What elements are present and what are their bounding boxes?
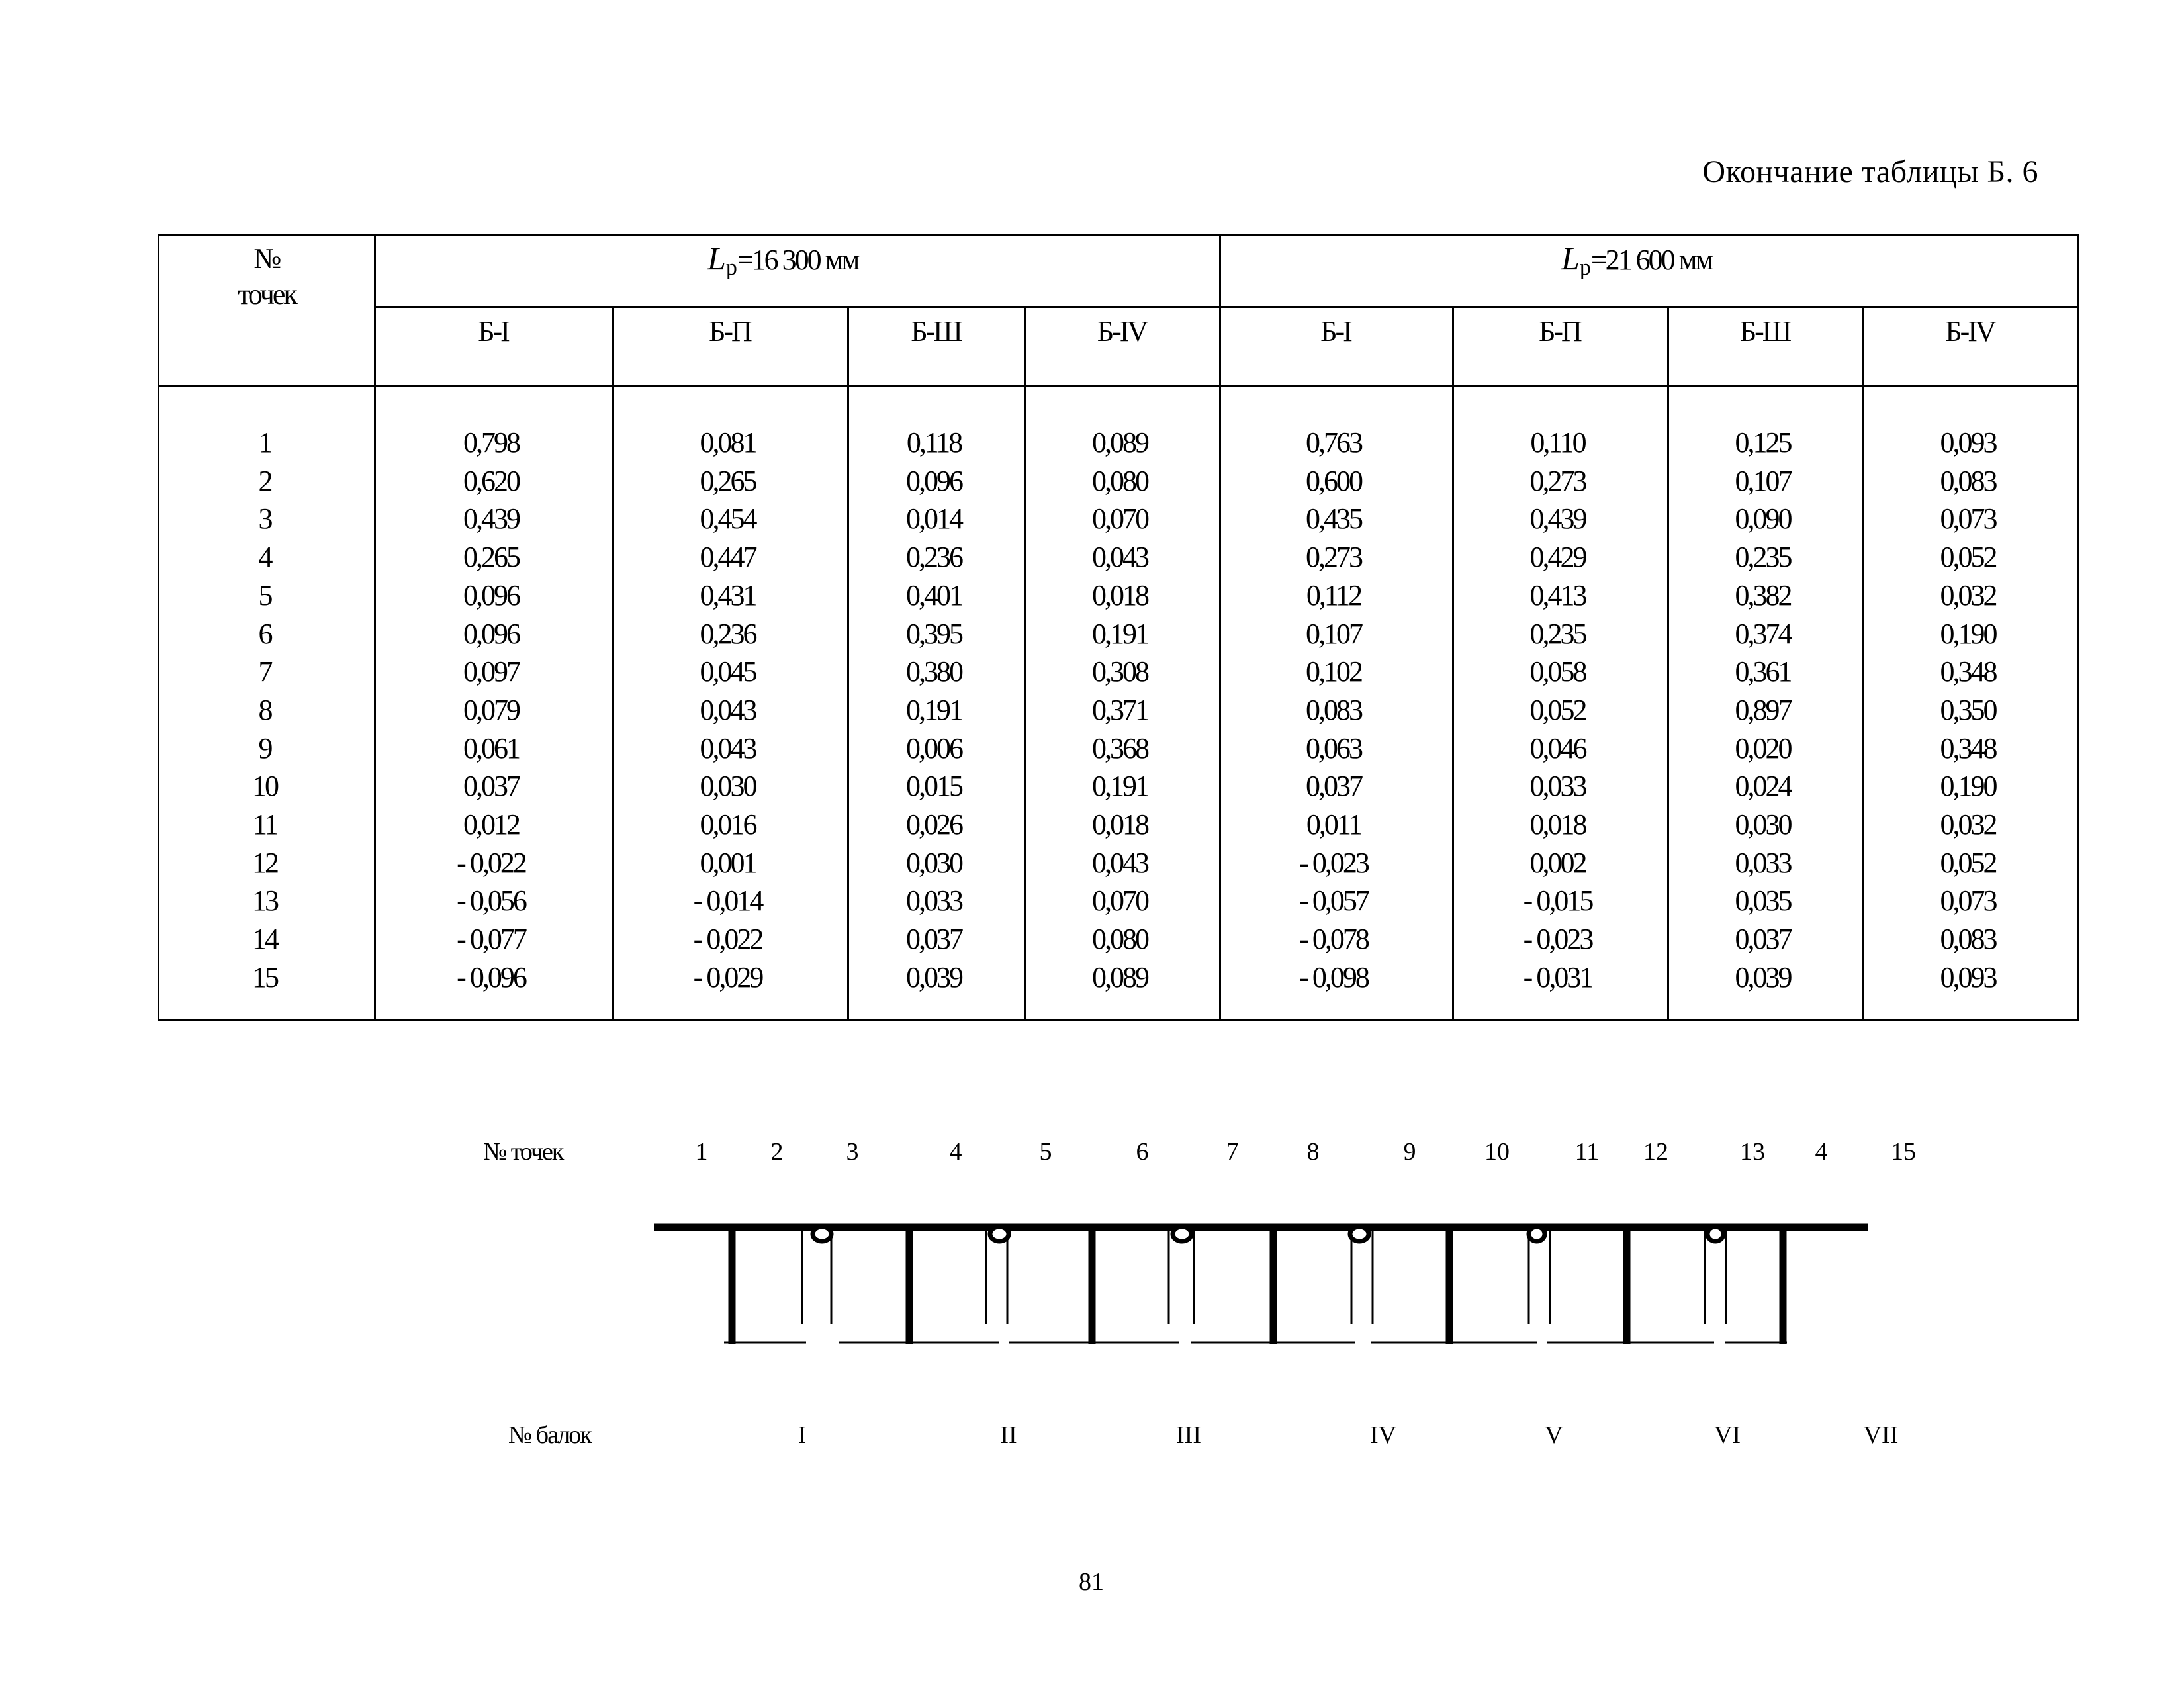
value-cell: 0,070 [1092, 884, 1148, 917]
value-cell: 0,235 [1529, 617, 1586, 650]
beam-label: V [1545, 1421, 1563, 1449]
value-cell: 0,439 [1529, 502, 1586, 536]
value-cell: 0,012 [463, 808, 519, 841]
value-cell: - 0,029 [693, 961, 762, 994]
point-number-cell: 11 [252, 808, 277, 841]
value-cell: 0,033 [1529, 770, 1586, 803]
value-cell: 0,308 [1092, 655, 1148, 688]
value-cell: 0,447 [700, 541, 756, 574]
col-header: Б-I [478, 315, 508, 348]
value-cell: 0,265 [463, 541, 519, 574]
col-header: Б-П [709, 315, 751, 348]
value-cell: 0,032 [1940, 579, 1996, 612]
value-cell: 0,070 [1092, 502, 1148, 536]
value-cell: 0,439 [463, 502, 519, 536]
value-cell: 0,046 [1529, 731, 1586, 765]
value-cell: 0,093 [1940, 426, 1996, 459]
value-cell: 0,043 [1092, 846, 1148, 879]
point-number-cell: 9 [258, 731, 271, 765]
value-cell: 0,235 [1735, 541, 1791, 574]
value-cell: 0,063 [1306, 731, 1361, 765]
value-cell: 0,039 [906, 961, 962, 994]
row-header-points: точек [238, 278, 296, 310]
point-label: 12 [1643, 1138, 1668, 1166]
value-cell: - 0,014 [693, 884, 762, 917]
hinge-circle [813, 1227, 831, 1241]
value-cell: 0,620 [463, 464, 519, 497]
value-cell: 0,015 [906, 770, 962, 803]
value-cell: - 0,057 [1299, 884, 1368, 917]
point-number-cell: 5 [258, 579, 271, 612]
value-cell: 0,037 [1306, 770, 1361, 803]
value-cell: 0,395 [906, 617, 962, 650]
table-caption: Окончание таблицы Б. 6 [1702, 154, 2038, 189]
group-header-21600: $L_р=21$ 600 мм [1561, 240, 1712, 280]
point-number-cell: 8 [258, 693, 271, 726]
value-cell: 0,097 [463, 655, 519, 688]
value-cell: 0,033 [1735, 846, 1791, 879]
value-cell: 0,058 [1529, 655, 1586, 688]
value-cell: 0,061 [463, 731, 519, 765]
hinge-circle [1707, 1227, 1723, 1241]
value-cell: 0,897 [1735, 693, 1791, 726]
value-cell: 0,350 [1940, 693, 1996, 726]
joint-details [802, 1231, 1726, 1324]
value-cell: 0,118 [906, 426, 962, 459]
point-number-cell: 10 [252, 770, 277, 803]
point-label: 11 [1574, 1138, 1600, 1166]
value-cell: - 0,098 [1299, 961, 1368, 994]
value-cell: 0,032 [1940, 808, 1996, 841]
value-cell: - 0,096 [457, 961, 525, 994]
value-cell: 0,081 [700, 426, 756, 459]
col-header: Б-IV [1945, 315, 1995, 348]
value-cell: 0,080 [1092, 464, 1148, 497]
point-label: 6 [1136, 1138, 1149, 1166]
value-cell: 0,380 [906, 655, 962, 688]
value-cell: - 0,022 [693, 923, 762, 956]
value-cell: 0,083 [1940, 923, 1996, 956]
value-cell: - 0,056 [457, 884, 525, 917]
row-header-no: № [253, 242, 280, 275]
beam-label: IV [1369, 1421, 1397, 1449]
value-cell: 0,002 [1529, 846, 1586, 879]
value-cell: 0,600 [1306, 464, 1361, 497]
value-cell: 0,348 [1940, 655, 1996, 688]
point-number-cell: 4 [258, 541, 271, 574]
value-cell: 0,190 [1940, 617, 1996, 650]
beams-label: № балок [508, 1421, 591, 1449]
value-cell: 0,052 [1940, 541, 1996, 574]
hinge-circle [990, 1227, 1009, 1241]
col-header: Б-Ш [911, 315, 961, 348]
value-cell: 0,236 [700, 617, 756, 650]
value-cell: 0,429 [1529, 541, 1586, 574]
value-cell: 0,096 [463, 617, 519, 650]
value-cell: 0,093 [1940, 961, 1996, 994]
value-cell: 0,073 [1940, 502, 1996, 536]
group-header-16300: $L_р=16$ 300 мм [707, 240, 858, 280]
value-cell: 0,763 [1306, 426, 1361, 459]
value-cell: 0,043 [1092, 541, 1148, 574]
value-cell: 0,368 [1092, 731, 1148, 765]
value-cell: 0,073 [1940, 884, 1996, 917]
value-cell: 0,089 [1092, 961, 1148, 994]
value-cell: 0,079 [463, 693, 519, 726]
col-header: Б-Ш [1739, 315, 1790, 348]
value-cell: 0,014 [906, 502, 962, 536]
value-cell: - 0,077 [457, 923, 525, 956]
point-label: 13 [1740, 1138, 1765, 1166]
beam-label: I [797, 1421, 807, 1449]
point-number-cell: 14 [252, 923, 277, 956]
value-cell: 0,016 [700, 808, 756, 841]
value-cell: 0,107 [1306, 617, 1361, 650]
value-cell: 0,191 [1092, 617, 1148, 650]
point-number-cell: 7 [258, 655, 271, 688]
value-cell: 0,039 [1735, 961, 1791, 994]
value-cell: 0,191 [906, 693, 962, 726]
value-cell: 0,107 [1735, 464, 1791, 497]
value-cell: 0,090 [1735, 502, 1791, 536]
value-cell: 0,037 [463, 770, 519, 803]
value-cell: 0,083 [1306, 693, 1361, 726]
hinge-circle [1173, 1227, 1191, 1241]
point-number-cell: 6 [258, 617, 271, 650]
value-cell: - 0,015 [1523, 884, 1592, 917]
point-number-cell: 3 [258, 502, 271, 536]
point-label: 4 [1815, 1138, 1828, 1166]
value-cell: 0,125 [1735, 426, 1791, 459]
value-cell: 0,011 [1306, 808, 1361, 841]
point-label: 2 [770, 1138, 784, 1166]
value-cell: 0,018 [1529, 808, 1586, 841]
col-header: Б-П [1539, 315, 1580, 348]
value-cell: 0,096 [906, 464, 962, 497]
hinge-circle [1529, 1227, 1545, 1241]
value-cell: 0,024 [1735, 770, 1791, 803]
value-cell: 0,043 [700, 731, 756, 765]
value-cell: 0,026 [906, 808, 962, 841]
value-cell: 0,435 [1306, 502, 1361, 536]
value-cell: 0,018 [1092, 808, 1148, 841]
value-cell: 0,102 [1306, 655, 1361, 688]
value-cell: 0,190 [1940, 770, 1996, 803]
value-cell: - 0,078 [1299, 923, 1368, 956]
value-cell: 0,037 [1735, 923, 1791, 956]
value-cell: 0,401 [906, 579, 962, 612]
col-header: Б-IV [1097, 315, 1147, 348]
value-cell: 0,037 [906, 923, 962, 956]
value-cell: 0,052 [1529, 693, 1586, 726]
point-label: 3 [846, 1138, 859, 1166]
value-cell: - 0,031 [1523, 961, 1592, 994]
value-cell: 0,371 [1092, 693, 1148, 726]
value-cell: 0,374 [1735, 617, 1791, 650]
point-number-cell: 1 [258, 426, 271, 459]
value-cell: 0,043 [700, 693, 756, 726]
beam-label: II [1000, 1421, 1017, 1449]
value-cell: 0,431 [700, 579, 756, 612]
value-cell: 0,798 [463, 426, 519, 459]
value-cell: 0,273 [1306, 541, 1361, 574]
points-label: № точек [483, 1138, 563, 1166]
value-cell: 0,030 [700, 770, 756, 803]
value-cell: 0,382 [1735, 579, 1791, 612]
point-label: 5 [1039, 1138, 1052, 1166]
value-cell: 0,001 [700, 846, 756, 879]
beam-label: III [1176, 1421, 1201, 1449]
point-label: 7 [1226, 1138, 1239, 1166]
value-cell: 0,265 [700, 464, 756, 497]
col-header: Б-I [1320, 315, 1351, 348]
point-number-cell: 12 [252, 846, 277, 879]
value-cell: 0,045 [700, 655, 756, 688]
value-cell: 0,052 [1940, 846, 1996, 879]
point-label: 9 [1403, 1138, 1416, 1166]
value-cell: 0,018 [1092, 579, 1148, 612]
point-label: 8 [1306, 1138, 1320, 1166]
value-cell: 0,030 [1735, 808, 1791, 841]
value-cell: 0,033 [906, 884, 962, 917]
value-cell: 0,006 [906, 731, 962, 765]
value-cell: 0,083 [1940, 464, 1996, 497]
value-cell: 0,030 [906, 846, 962, 879]
value-cell: 0,454 [700, 502, 756, 536]
point-number-cell: 13 [252, 884, 277, 917]
value-cell: 0,236 [906, 541, 962, 574]
point-label: 15 [1891, 1138, 1916, 1166]
value-cell: 0,413 [1529, 579, 1586, 612]
value-cell: 0,035 [1735, 884, 1791, 917]
value-cell: - 0,022 [457, 846, 525, 879]
value-cell: 0,361 [1735, 655, 1791, 688]
girder-webs [732, 1227, 1783, 1344]
point-label: 1 [695, 1138, 708, 1166]
point-label: 4 [949, 1138, 962, 1166]
value-cell: - 0,023 [1523, 923, 1592, 956]
value-cell: 0,080 [1092, 923, 1148, 956]
beam-label: VII [1863, 1421, 1899, 1449]
page-number: 81 [1079, 1568, 1104, 1596]
value-cell: 0,191 [1092, 770, 1148, 803]
point-number-cell: 15 [252, 961, 277, 994]
value-cell: 0,273 [1529, 464, 1586, 497]
value-cell: - 0,023 [1299, 846, 1368, 879]
value-cell: 0,096 [463, 579, 519, 612]
value-cell: 0,348 [1940, 731, 1996, 765]
value-cell: 0,020 [1735, 731, 1791, 765]
value-cell: 0,089 [1092, 426, 1148, 459]
value-cell: 0,110 [1530, 426, 1585, 459]
point-label: 10 [1484, 1138, 1510, 1166]
beam-label: VI [1713, 1421, 1741, 1449]
point-number-cell: 2 [258, 464, 271, 497]
hinge-circle [1350, 1227, 1369, 1241]
value-cell: 0,112 [1306, 579, 1361, 612]
